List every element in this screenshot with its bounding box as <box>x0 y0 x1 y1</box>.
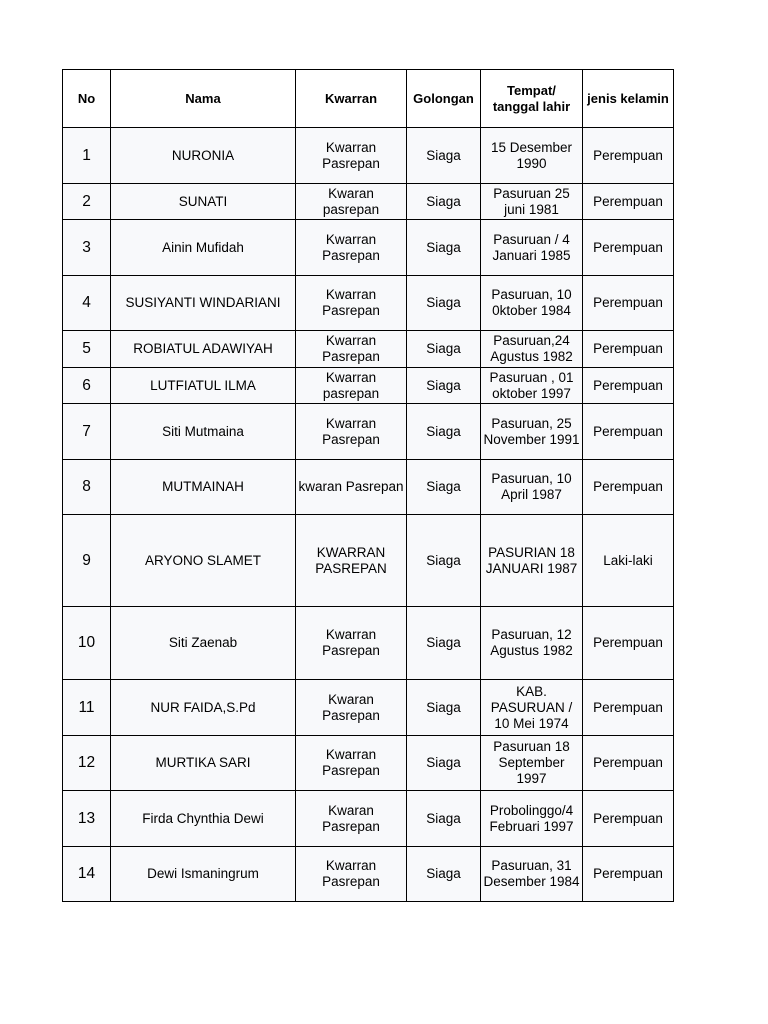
cell-no: 4 <box>63 276 111 331</box>
cell-jenis-kelamin: Perempuan <box>583 791 674 847</box>
cell-kwarran-line-2: Pasrepan <box>322 155 380 171</box>
cell-ttl-line-1: Pasuruan,24 <box>493 333 570 348</box>
cell-jenis-kelamin: Perempuan <box>583 128 674 184</box>
cell-nama: LUTFIATUL ILMA <box>111 368 296 404</box>
cell-ttl-line-2: 1990 <box>516 155 547 171</box>
cell-ttl-line-1: PASURIAN 18 <box>488 544 575 560</box>
cell-golongan: Siaga <box>407 331 481 368</box>
cell-kwarran <box>296 276 407 331</box>
cell-no: 10 <box>63 607 111 680</box>
header-ttl-line-1: Tempat/ <box>507 82 556 98</box>
cell-jenis-kelamin: Perempuan <box>583 607 674 680</box>
cell-jenis-kelamin: Perempuan <box>583 404 674 460</box>
cell-no: 9 <box>63 515 111 607</box>
cell-kwarran <box>296 736 407 791</box>
cell-nama: MUTMAINAH <box>111 460 296 515</box>
cell-kwarran-line-1: Kwarran <box>325 333 377 348</box>
cell-no: 1 <box>63 128 111 184</box>
cell-tempat-tanggal-lahir <box>481 368 583 404</box>
cell-kwarran-line-1: kwaran Pasrepan <box>298 479 404 494</box>
cell-golongan: Siaga <box>407 184 481 220</box>
cell-ttl-line-3: 1997 <box>516 771 547 786</box>
cell-jenis-kelamin: Perempuan <box>583 736 674 791</box>
cell-ttl-line-2: 0ktober 1984 <box>492 303 571 318</box>
cell-kwarran-line-1: Kwaran <box>328 691 374 707</box>
cell-kwarran <box>296 184 407 220</box>
cell-golongan: Siaga <box>407 128 481 184</box>
cell-kwarran-line-1: Kwarran <box>325 369 377 385</box>
cell-no: 3 <box>63 220 111 276</box>
cell-tempat-tanggal-lahir <box>481 184 583 220</box>
cell-no: 13 <box>63 791 111 847</box>
cell-golongan: Siaga <box>407 220 481 276</box>
cell-ttl-line-2: Agustus 1982 <box>490 349 573 364</box>
cell-ttl-line-1: KAB. <box>516 683 547 699</box>
cell-kwarran-line-2: Pasrepan <box>322 818 380 834</box>
cell-kwarran <box>296 460 407 515</box>
cell-ttl-line-2: oktober 1997 <box>492 385 571 401</box>
cell-kwarran-line-2: Pasrepan <box>322 303 380 318</box>
cell-ttl-line-2: September <box>498 755 565 770</box>
cell-kwarran <box>296 680 407 736</box>
cell-golongan: Siaga <box>407 736 481 791</box>
cell-nama: SUNATI <box>111 184 296 220</box>
cell-ttl-line-1: Pasuruan 18 <box>493 739 570 754</box>
cell-golongan: Siaga <box>407 847 481 902</box>
cell-jenis-kelamin: Perempuan <box>583 847 674 902</box>
cell-tempat-tanggal-lahir <box>481 607 583 680</box>
cell-tempat-tanggal-lahir <box>481 331 583 368</box>
cell-nama: NUR FAIDA,S.Pd <box>111 680 296 736</box>
cell-ttl-line-1: Pasuruan, 10 <box>491 471 572 486</box>
cell-ttl-line-1: Pasuruan 25 <box>493 185 570 201</box>
cell-ttl-line-2: PASURUAN / <box>490 699 573 715</box>
cell-jenis-kelamin: Perempuan <box>583 331 674 368</box>
cell-ttl-line-1: Probolinggo/4 <box>489 802 574 818</box>
cell-ttl-line-2: JANUARI 1987 <box>485 560 578 576</box>
header-tempat-tanggal-lahir <box>481 70 583 128</box>
cell-ttl-line-2: Februari 1997 <box>489 818 574 834</box>
table-row <box>63 128 674 184</box>
header-golongan: Golongan <box>407 70 481 128</box>
cell-kwarran-line-1: Kwarran <box>325 858 377 873</box>
cell-tempat-tanggal-lahir <box>481 220 583 276</box>
cell-nama: Dewi Ismaningrum <box>111 847 296 902</box>
cell-kwarran-line-1: Kwarran <box>325 287 377 302</box>
cell-jenis-kelamin: Perempuan <box>583 220 674 276</box>
table-row <box>63 404 674 460</box>
cell-ttl-line-2: November 1991 <box>483 431 580 447</box>
cell-kwarran <box>296 791 407 847</box>
cell-ttl-line-2: juni 1981 <box>504 201 559 217</box>
cell-kwarran <box>296 331 407 368</box>
cell-kwarran-line-1: Kwarran <box>325 627 377 642</box>
cell-kwarran-line-1: Kwarran <box>325 747 377 762</box>
table-row <box>63 460 674 515</box>
cell-kwarran-line-2: Pasrepan <box>322 874 380 889</box>
header-ttl-line-2: tanggal lahir <box>492 98 571 114</box>
cell-golongan: Siaga <box>407 791 481 847</box>
cell-tempat-tanggal-lahir <box>481 276 583 331</box>
cell-jenis-kelamin: Perempuan <box>583 368 674 404</box>
cell-nama: NURONIA <box>111 128 296 184</box>
cell-kwarran-line-1: Kwaran <box>328 185 374 201</box>
cell-no: 2 <box>63 184 111 220</box>
cell-ttl-line-2: Agustus 1982 <box>490 643 573 658</box>
header-jenis-kelamin: jenis kelamin <box>583 70 674 128</box>
cell-nama: ROBIATUL ADAWIYAH <box>111 331 296 368</box>
cell-kwarran-line-2: Pasrepan <box>322 707 380 723</box>
cell-jenis-kelamin: Perempuan <box>583 680 674 736</box>
cell-kwarran <box>296 220 407 276</box>
cell-kwarran-line-2: PASREPAN <box>315 560 387 576</box>
table-row <box>63 791 674 847</box>
cell-kwarran-line-1: Kwarran <box>325 231 377 247</box>
cell-golongan: Siaga <box>407 607 481 680</box>
cell-nama: SUSIYANTI WINDARIANI <box>111 276 296 331</box>
cell-ttl-line-1: Pasuruan, 12 <box>491 627 572 642</box>
cell-ttl-line-1: Pasuruan, 31 <box>491 858 572 873</box>
cell-nama: Siti Mutmaina <box>111 404 296 460</box>
table-row <box>63 184 674 220</box>
cell-kwarran-line-1: KWARRAN <box>316 544 386 560</box>
cell-kwarran-line-2: pasrepan <box>322 385 380 401</box>
cell-ttl-line-1: Pasuruan, 25 <box>491 415 572 431</box>
table-row <box>63 680 674 736</box>
cell-no: 5 <box>63 331 111 368</box>
cell-ttl-line-2: April 1987 <box>501 487 562 502</box>
cell-nama: ARYONO SLAMET <box>111 515 296 607</box>
table-row <box>63 276 674 331</box>
table-row <box>63 847 674 902</box>
cell-no: 7 <box>63 404 111 460</box>
cell-no: 8 <box>63 460 111 515</box>
cell-jenis-kelamin: Perempuan <box>583 184 674 220</box>
cell-jenis-kelamin: Perempuan <box>583 276 674 331</box>
header-kwarran: Kwarran <box>296 70 407 128</box>
cell-no: 11 <box>63 680 111 736</box>
cell-ttl-line-2: Januari 1985 <box>492 247 571 263</box>
table-header-row <box>63 70 674 128</box>
cell-kwarran-line-1: Kwarran <box>325 415 377 431</box>
cell-tempat-tanggal-lahir <box>481 791 583 847</box>
cell-golongan: Siaga <box>407 368 481 404</box>
cell-tempat-tanggal-lahir <box>481 680 583 736</box>
cell-no: 12 <box>63 736 111 791</box>
cell-ttl-line-1: Pasuruan / 4 <box>493 231 570 247</box>
cell-tempat-tanggal-lahir <box>481 404 583 460</box>
participant-table <box>62 69 674 902</box>
cell-ttl-line-3: 10 Mei 1974 <box>494 715 569 731</box>
cell-nama: Firda Chynthia Dewi <box>111 791 296 847</box>
cell-tempat-tanggal-lahir <box>481 460 583 515</box>
cell-tempat-tanggal-lahir <box>481 847 583 902</box>
table-row <box>63 331 674 368</box>
cell-golongan: Siaga <box>407 460 481 515</box>
table-row <box>63 220 674 276</box>
cell-nama: MURTIKA SARI <box>111 736 296 791</box>
cell-nama: Siti Zaenab <box>111 607 296 680</box>
cell-ttl-line-1: 15 Desember <box>490 139 573 155</box>
table-row <box>63 736 674 791</box>
header-nama: Nama <box>111 70 296 128</box>
cell-jenis-kelamin: Laki-laki <box>583 515 674 607</box>
cell-kwarran-line-2: Pasrepan <box>322 247 380 263</box>
cell-kwarran-line-2: Pasrepan <box>322 431 380 447</box>
table-row <box>63 607 674 680</box>
cell-ttl-line-2: Desember 1984 <box>483 874 580 889</box>
cell-kwarran <box>296 128 407 184</box>
cell-golongan: Siaga <box>407 404 481 460</box>
header-no: No <box>63 70 111 128</box>
cell-kwarran-line-2: Pasrepan <box>322 643 380 658</box>
cell-kwarran-line-1: Kwarran <box>325 139 377 155</box>
cell-golongan: Siaga <box>407 515 481 607</box>
cell-no: 14 <box>63 847 111 902</box>
cell-kwarran-line-2: Pasrepan <box>322 763 380 778</box>
cell-kwarran <box>296 404 407 460</box>
cell-no: 6 <box>63 368 111 404</box>
cell-tempat-tanggal-lahir <box>481 515 583 607</box>
cell-tempat-tanggal-lahir <box>481 128 583 184</box>
cell-kwarran <box>296 368 407 404</box>
cell-jenis-kelamin: Perempuan <box>583 460 674 515</box>
cell-nama: Ainin Mufidah <box>111 220 296 276</box>
cell-golongan: Siaga <box>407 276 481 331</box>
cell-kwarran <box>296 515 407 607</box>
cell-tempat-tanggal-lahir <box>481 736 583 791</box>
cell-kwarran-line-2: pasrepan <box>322 201 380 217</box>
cell-kwarran <box>296 847 407 902</box>
cell-kwarran-line-2: Pasrepan <box>322 349 380 364</box>
table-body <box>63 128 674 902</box>
cell-ttl-line-1: Pasuruan, 10 <box>491 287 572 302</box>
table-row <box>63 515 674 607</box>
cell-kwarran <box>296 607 407 680</box>
cell-ttl-line-1: Pasuruan , 01 <box>489 369 574 385</box>
cell-golongan: Siaga <box>407 680 481 736</box>
table-row <box>63 368 674 404</box>
cell-kwarran-line-1: Kwaran <box>328 802 374 818</box>
